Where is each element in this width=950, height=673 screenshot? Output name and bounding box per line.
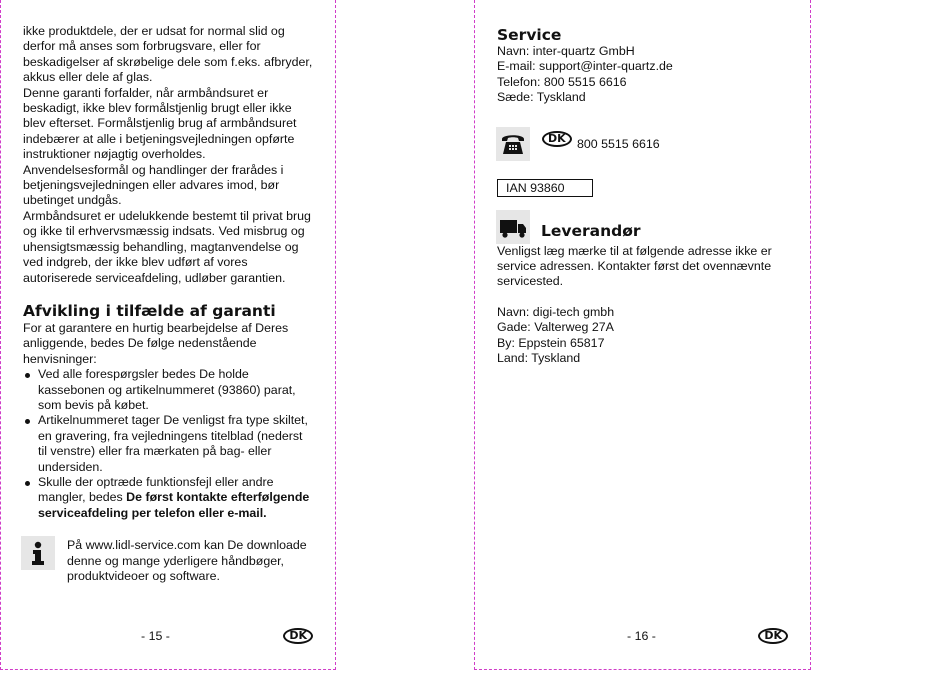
guarantee-instructions-list (23, 367, 313, 521)
left-page (0, 0, 336, 670)
telephone-icon (496, 127, 530, 161)
bullet-3-bold-text: De først kontakte efterfølgende serviceafdeling per telefon eller e-mail. (38, 490, 310, 520)
supplier-city: By: Eppstein 65817 (497, 335, 605, 350)
page-number: - 16 - (627, 629, 656, 643)
supplier-heading: Leverandør (541, 221, 641, 240)
intro-paragraph-2: Denne garanti forfalder, når armbåndsuret er beskadigt, ikke blev formålstjenlig brugt eller ikke blev efterset. Formålstjenlig brug af armbåndsuret indebærer at alle i betjeningsvejledningen opførte instruktioner nøjagtig overholdes. Anvendelsesformål og handlinger der frarådes i betjeningsvejledningen eller advares imod, bør ubetinget undgås. (23, 85, 297, 208)
service-email: E-mail: support@inter-quartz.de (497, 59, 673, 74)
list-item: Artikelnummeret tager De venligst fra type skiltet, en gravering, fra vejledningens titelblad (nederst til venstre) eller fra mærkaten på bag- eller undersiden. (23, 413, 313, 475)
truck-icon (496, 210, 530, 244)
supplier-address (497, 305, 788, 367)
ian-box: IAN 93860 (497, 179, 593, 197)
list-item: Ved alle forespørgsler bedes De holde kassebonen og artikelnummeret (93860) parat, som bevis på købet. (23, 367, 313, 413)
page-number: - 15 - (141, 629, 170, 643)
intro-paragraph-3: Armbåndsuret er udelukkende bestemt til privat brug og ikke til erhvervsmæssig indsats. Ved misbrug og uhensigtsmæssig behandling, magtanvendelse og ved indgreb, der ikke blev udført af vores autoriserede serviceafdeling, udløber garantien. (23, 208, 311, 285)
country-badge: DK (283, 628, 313, 644)
guarantee-intro: For at garantere en hurtig bearbejdelse af Deres anliggende, bedes De følge nedenstående henvisninger: (23, 320, 289, 366)
supplier-country: Land: Tyskland (497, 351, 581, 366)
supplier-intro: Venligst læg mærke til at følgende adresse ikke er service adressen. Kontakter først det ovennævnte servicested. (497, 243, 772, 289)
left-page-content (23, 24, 313, 584)
country-badge: DK (758, 628, 788, 644)
service-phone: Telefon: 800 5515 6616 (497, 74, 627, 89)
service-heading: Service (497, 26, 562, 44)
bullet-3-text: Skulle der optræde funktionsfejl eller andre mangler, bedes (38, 474, 274, 505)
right-page-content (497, 26, 788, 366)
service-name: Navn: inter-quartz GmbH (497, 44, 635, 58)
country-badge: DK (542, 131, 572, 147)
supplier-street: Gade: Valterweg 27A (497, 320, 614, 335)
supplier-header (497, 210, 788, 244)
guarantee-heading: Afvikling i tilfælde af garanti (23, 301, 276, 320)
hotline-number: 800 5515 6616 (577, 136, 660, 151)
supplier-name: Navn: digi-tech gmbh (497, 304, 615, 319)
service-seat: Sæde: Tyskland (497, 90, 586, 105)
info-icon (21, 536, 55, 570)
list-item (23, 475, 313, 521)
hotline-row (497, 127, 788, 165)
info-text: På www.lidl-service.com kan De downloade denne og mange yderligere håndbøger, produktvideoer og software. (67, 538, 307, 583)
right-page (474, 0, 811, 670)
left-page-footer (1, 628, 335, 648)
right-page-footer (475, 628, 810, 648)
info-note (23, 537, 313, 584)
intro-paragraph-1: ikke produktdele, der er udsat for normal slid og derfor må anses som forbrugsvare, eller for beskadigelser af skrøbelige dele som f.eks. afbryder, akkus eller dele af glas. (23, 24, 313, 85)
